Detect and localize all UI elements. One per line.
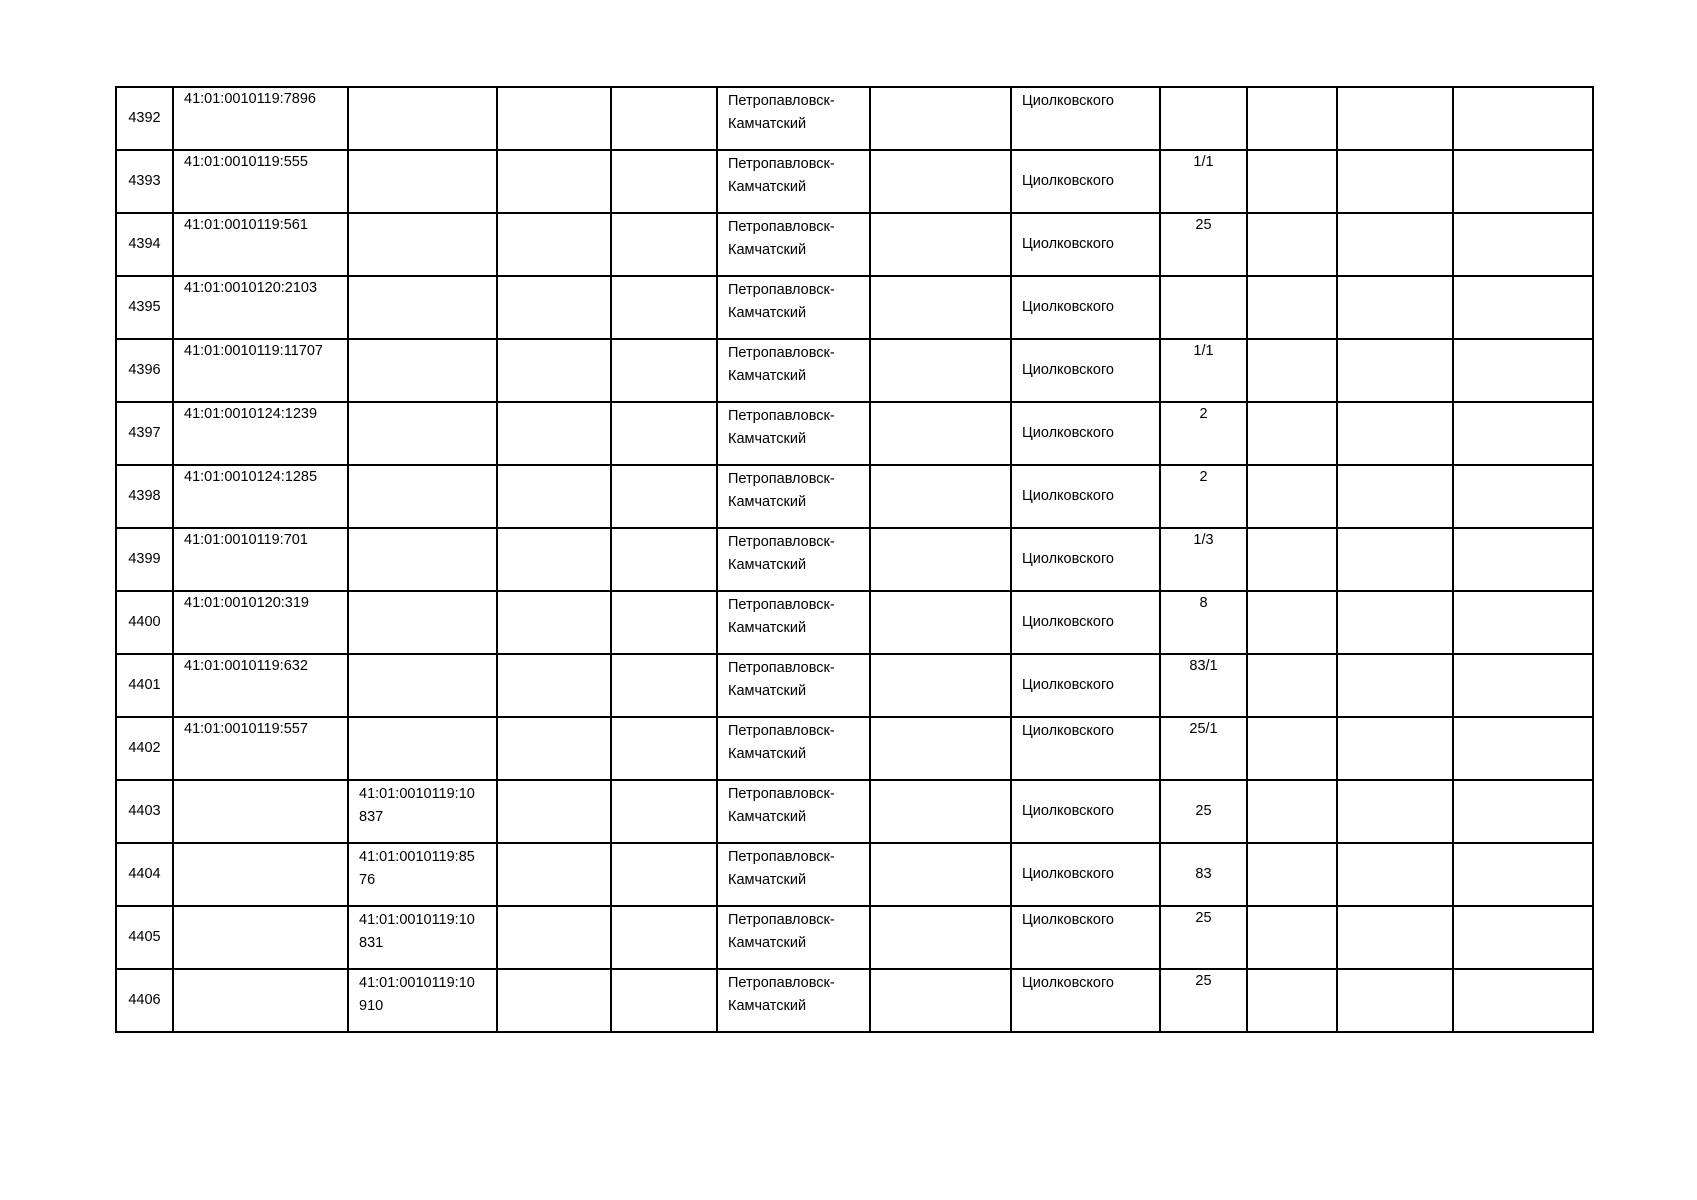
empty-cell [1247, 717, 1337, 780]
empty-cell [1453, 969, 1593, 1032]
street-cell-text: Циолковского [1022, 912, 1114, 928]
empty-cell [497, 213, 611, 276]
street-cell-text: Циолковского [1022, 975, 1114, 991]
empty-cell [611, 780, 717, 843]
street-cell-text: Циолковского [1022, 677, 1114, 693]
row-number-cell [116, 213, 173, 276]
street-cell [1011, 717, 1160, 780]
row-number-cell [116, 465, 173, 528]
empty-cell [497, 339, 611, 402]
house-number-cell [1160, 843, 1247, 906]
row-number-cell [116, 339, 173, 402]
house-number-cell [1160, 213, 1247, 276]
row-number-cell-text: 4403 [128, 803, 161, 819]
row-number-cell-text: 4394 [128, 236, 161, 252]
empty-cell [1453, 654, 1593, 717]
empty-cell [1453, 465, 1593, 528]
empty-cell [1453, 150, 1593, 213]
row-number-cell [116, 780, 173, 843]
street-cell-text: Циолковского [1022, 362, 1114, 378]
street-cell [1011, 150, 1160, 213]
city-cell-text: Петропавловск-Камчатский [728, 849, 835, 888]
empty-cell [611, 213, 717, 276]
row-number-cell [116, 276, 173, 339]
cadastral-number-cell [173, 87, 348, 150]
cadastral-number-cell-text: 41:01:0010119:555 [184, 154, 308, 170]
cadastral-number-cell-text: 41:01:0010119:561 [184, 217, 308, 233]
building-cadastral-number-cell [348, 591, 497, 654]
empty-cell [1337, 969, 1453, 1032]
empty-cell [1337, 339, 1453, 402]
empty-cell [611, 654, 717, 717]
building-cadastral-number-cell [348, 969, 497, 1032]
house-number-cell [1160, 87, 1247, 150]
empty-cell [870, 213, 1011, 276]
empty-cell [1247, 654, 1337, 717]
street-cell [1011, 780, 1160, 843]
house-number-cell-text: 25 [1195, 973, 1212, 989]
city-cell-text: Петропавловск-Камчатский [728, 282, 835, 321]
house-number-cell [1160, 654, 1247, 717]
empty-cell [1453, 276, 1593, 339]
empty-cell [497, 276, 611, 339]
cadastral-number-cell [173, 402, 348, 465]
house-number-cell-text: 25/1 [1189, 721, 1218, 737]
city-cell [717, 276, 870, 339]
table-body [116, 87, 1593, 1032]
row-number-cell-text: 4399 [128, 551, 161, 567]
row-number-cell [116, 150, 173, 213]
cadastral-number-cell [173, 150, 348, 213]
empty-cell [1453, 339, 1593, 402]
table-row [116, 276, 1593, 339]
house-number-cell [1160, 276, 1247, 339]
city-cell [717, 780, 870, 843]
street-cell-text: Циолковского [1022, 551, 1114, 567]
empty-cell [611, 906, 717, 969]
street-cell-text: Циолковского [1022, 803, 1114, 819]
empty-cell [870, 87, 1011, 150]
city-cell-text: Петропавловск-Камчатский [728, 156, 835, 195]
empty-cell [611, 402, 717, 465]
empty-cell [1337, 87, 1453, 150]
building-cadastral-number-cell [348, 906, 497, 969]
empty-cell [1453, 717, 1593, 780]
street-cell [1011, 654, 1160, 717]
registry-table [115, 86, 1594, 1033]
row-number-cell-text: 4392 [128, 110, 161, 126]
empty-cell [1247, 843, 1337, 906]
house-number-cell [1160, 150, 1247, 213]
city-cell [717, 213, 870, 276]
empty-cell [611, 465, 717, 528]
empty-cell [870, 276, 1011, 339]
row-number-cell [116, 717, 173, 780]
city-cell-text: Петропавловск-Камчатский [728, 660, 835, 699]
house-number-cell-text: 2 [1199, 469, 1208, 485]
empty-cell [1337, 906, 1453, 969]
city-cell-text: Петропавловск-Камчатский [728, 408, 835, 447]
table-row [116, 339, 1593, 402]
city-cell [717, 591, 870, 654]
empty-cell [1453, 843, 1593, 906]
empty-cell [497, 465, 611, 528]
house-number-cell-text: 1/3 [1193, 532, 1214, 548]
street-cell [1011, 87, 1160, 150]
street-cell-text: Циолковского [1022, 614, 1114, 630]
empty-cell [1337, 402, 1453, 465]
street-cell-text: Циолковского [1022, 236, 1114, 252]
row-number-cell-text: 4406 [128, 992, 161, 1008]
building-cadastral-number-cell [348, 843, 497, 906]
empty-cell [1247, 402, 1337, 465]
house-number-cell [1160, 528, 1247, 591]
empty-cell [1247, 150, 1337, 213]
table-row [116, 780, 1593, 843]
row-number-cell [116, 402, 173, 465]
building-cadastral-number-cell [348, 654, 497, 717]
city-cell [717, 465, 870, 528]
building-cadastral-number-cell [348, 528, 497, 591]
cadastral-number-cell-text: 41:01:0010119:7896 [184, 91, 316, 107]
table-row [116, 906, 1593, 969]
house-number-cell-text: 25 [1195, 910, 1212, 926]
empty-cell [1247, 969, 1337, 1032]
city-cell-text: Петропавловск-Камчатский [728, 786, 835, 825]
street-cell [1011, 528, 1160, 591]
city-cell [717, 339, 870, 402]
table-row [116, 591, 1593, 654]
empty-cell [1337, 591, 1453, 654]
city-cell-text: Петропавловск-Камчатский [728, 219, 835, 258]
city-cell [717, 906, 870, 969]
empty-cell [1337, 654, 1453, 717]
building-cadastral-number-cell [348, 465, 497, 528]
street-cell [1011, 213, 1160, 276]
house-number-cell-text: 8 [1199, 595, 1208, 611]
cadastral-number-cell-text: 41:01:0010119:11707 [184, 343, 323, 359]
house-number-cell [1160, 717, 1247, 780]
house-number-cell-text: 2 [1199, 406, 1208, 422]
empty-cell [1453, 213, 1593, 276]
building-cadastral-number-cell [348, 276, 497, 339]
empty-cell [1247, 213, 1337, 276]
empty-cell [870, 339, 1011, 402]
cadastral-number-cell [173, 654, 348, 717]
row-number-cell [116, 843, 173, 906]
empty-cell [870, 717, 1011, 780]
row-number-cell-text: 4397 [128, 425, 161, 441]
row-number-cell-text: 4401 [128, 677, 161, 693]
street-cell [1011, 339, 1160, 402]
empty-cell [497, 528, 611, 591]
empty-cell [497, 402, 611, 465]
empty-cell [1453, 591, 1593, 654]
cadastral-number-cell [173, 213, 348, 276]
table-row [116, 150, 1593, 213]
empty-cell [497, 969, 611, 1032]
street-cell [1011, 465, 1160, 528]
table-row [116, 654, 1593, 717]
city-cell-text: Петропавловск-Камчатский [728, 534, 835, 573]
cadastral-number-cell [173, 717, 348, 780]
cadastral-number-cell-text: 41:01:0010119:557 [184, 721, 308, 737]
cadastral-number-cell [173, 780, 348, 843]
empty-cell [1337, 213, 1453, 276]
empty-cell [870, 591, 1011, 654]
table-row [116, 843, 1593, 906]
row-number-cell-text: 4395 [128, 299, 161, 315]
row-number-cell-text: 4402 [128, 740, 161, 756]
empty-cell [497, 654, 611, 717]
empty-cell [1247, 465, 1337, 528]
empty-cell [611, 843, 717, 906]
street-cell [1011, 402, 1160, 465]
house-number-cell [1160, 339, 1247, 402]
house-number-cell [1160, 969, 1247, 1032]
empty-cell [1337, 780, 1453, 843]
house-number-cell [1160, 780, 1247, 843]
street-cell [1011, 969, 1160, 1032]
building-cadastral-number-cell-text: 41:01:0010119:10910 [359, 975, 475, 1014]
house-number-cell [1160, 591, 1247, 654]
building-cadastral-number-cell-text: 41:01:0010119:10831 [359, 912, 475, 951]
row-number-cell [116, 591, 173, 654]
house-number-cell [1160, 906, 1247, 969]
city-cell-text: Петропавловск-Камчатский [728, 93, 835, 132]
street-cell-text: Циолковского [1022, 299, 1114, 315]
building-cadastral-number-cell [348, 402, 497, 465]
street-cell [1011, 906, 1160, 969]
house-number-cell-text: 1/1 [1193, 154, 1214, 170]
row-number-cell [116, 87, 173, 150]
empty-cell [497, 717, 611, 780]
city-cell [717, 654, 870, 717]
house-number-cell-text: 83 [1195, 866, 1212, 882]
empty-cell [870, 150, 1011, 213]
city-cell [717, 969, 870, 1032]
empty-cell [1337, 528, 1453, 591]
cadastral-number-cell-text: 41:01:0010124:1285 [184, 469, 318, 485]
building-cadastral-number-cell [348, 780, 497, 843]
empty-cell [497, 906, 611, 969]
table-row [116, 402, 1593, 465]
street-cell [1011, 276, 1160, 339]
row-number-cell-text: 4396 [128, 362, 161, 378]
house-number-cell [1160, 465, 1247, 528]
building-cadastral-number-cell-text: 41:01:0010119:8576 [359, 849, 475, 888]
empty-cell [870, 402, 1011, 465]
street-cell-text: Циолковского [1022, 488, 1114, 504]
street-cell [1011, 591, 1160, 654]
house-number-cell-text: 83/1 [1189, 658, 1218, 674]
cadastral-number-cell [173, 465, 348, 528]
empty-cell [1337, 150, 1453, 213]
cadastral-number-cell [173, 906, 348, 969]
empty-cell [1453, 402, 1593, 465]
empty-cell [1247, 528, 1337, 591]
empty-cell [1453, 906, 1593, 969]
city-cell-text: Петропавловск-Камчатский [728, 723, 835, 762]
cadastral-number-cell [173, 528, 348, 591]
empty-cell [1247, 906, 1337, 969]
street-cell-text: Циолковского [1022, 723, 1114, 739]
empty-cell [497, 150, 611, 213]
city-cell [717, 87, 870, 150]
empty-cell [1247, 87, 1337, 150]
street-cell [1011, 843, 1160, 906]
table-row [116, 213, 1593, 276]
city-cell [717, 528, 870, 591]
cadastral-number-cell [173, 591, 348, 654]
empty-cell [1337, 465, 1453, 528]
empty-cell [1337, 276, 1453, 339]
house-number-cell-text: 1/1 [1193, 343, 1214, 359]
empty-cell [1337, 843, 1453, 906]
city-cell-text: Петропавловск-Камчатский [728, 975, 835, 1014]
table-row [116, 528, 1593, 591]
street-cell-text: Циолковского [1022, 866, 1114, 882]
empty-cell [611, 276, 717, 339]
empty-cell [1453, 87, 1593, 150]
building-cadastral-number-cell [348, 717, 497, 780]
empty-cell [870, 780, 1011, 843]
cadastral-number-cell-text: 41:01:0010120:319 [184, 595, 309, 611]
city-cell-text: Петропавловск-Камчатский [728, 597, 835, 636]
city-cell-text: Петропавловск-Камчатский [728, 912, 835, 951]
row-number-cell [116, 654, 173, 717]
table-row [116, 465, 1593, 528]
cadastral-number-cell-text: 41:01:0010120:2103 [184, 280, 318, 296]
empty-cell [1247, 591, 1337, 654]
city-cell [717, 150, 870, 213]
house-number-cell [1160, 402, 1247, 465]
row-number-cell-text: 4393 [128, 173, 161, 189]
empty-cell [611, 591, 717, 654]
city-cell-text: Петропавловск-Камчатский [728, 345, 835, 384]
table-row [116, 717, 1593, 780]
empty-cell [611, 150, 717, 213]
cadastral-number-cell-text: 41:01:0010119:701 [184, 532, 308, 548]
building-cadastral-number-cell-text: 41:01:0010119:10837 [359, 786, 475, 825]
building-cadastral-number-cell [348, 87, 497, 150]
cadastral-number-cell-text: 41:01:0010124:1239 [184, 406, 318, 422]
cadastral-number-cell [173, 276, 348, 339]
street-cell-text: Циолковского [1022, 93, 1114, 109]
empty-cell [497, 87, 611, 150]
street-cell-text: Циолковского [1022, 425, 1114, 441]
row-number-cell [116, 528, 173, 591]
city-cell [717, 717, 870, 780]
empty-cell [870, 654, 1011, 717]
row-number-cell-text: 4400 [128, 614, 161, 630]
row-number-cell-text: 4404 [128, 866, 161, 882]
cadastral-number-cell-text: 41:01:0010119:632 [184, 658, 308, 674]
row-number-cell-text: 4398 [128, 488, 161, 504]
empty-cell [1247, 276, 1337, 339]
building-cadastral-number-cell [348, 150, 497, 213]
empty-cell [870, 465, 1011, 528]
empty-cell [611, 87, 717, 150]
cadastral-number-cell [173, 339, 348, 402]
empty-cell [611, 717, 717, 780]
row-number-cell [116, 906, 173, 969]
table-row [116, 969, 1593, 1032]
empty-cell [611, 339, 717, 402]
cadastral-number-cell [173, 843, 348, 906]
building-cadastral-number-cell [348, 339, 497, 402]
row-number-cell-text: 4405 [128, 929, 161, 945]
empty-cell [497, 591, 611, 654]
row-number-cell [116, 969, 173, 1032]
empty-cell [611, 969, 717, 1032]
empty-cell [1337, 717, 1453, 780]
empty-cell [870, 906, 1011, 969]
empty-cell [870, 528, 1011, 591]
building-cadastral-number-cell [348, 213, 497, 276]
empty-cell [1247, 780, 1337, 843]
table-row [116, 87, 1593, 150]
empty-cell [497, 780, 611, 843]
house-number-cell-text: 25 [1195, 803, 1212, 819]
city-cell [717, 402, 870, 465]
empty-cell [1453, 780, 1593, 843]
empty-cell [611, 528, 717, 591]
city-cell [717, 843, 870, 906]
house-number-cell-text: 25 [1195, 217, 1212, 233]
empty-cell [870, 843, 1011, 906]
street-cell-text: Циолковского [1022, 173, 1114, 189]
cadastral-number-cell [173, 969, 348, 1032]
empty-cell [497, 843, 611, 906]
city-cell-text: Петропавловск-Камчатский [728, 471, 835, 510]
empty-cell [1453, 528, 1593, 591]
empty-cell [870, 969, 1011, 1032]
empty-cell [1247, 339, 1337, 402]
